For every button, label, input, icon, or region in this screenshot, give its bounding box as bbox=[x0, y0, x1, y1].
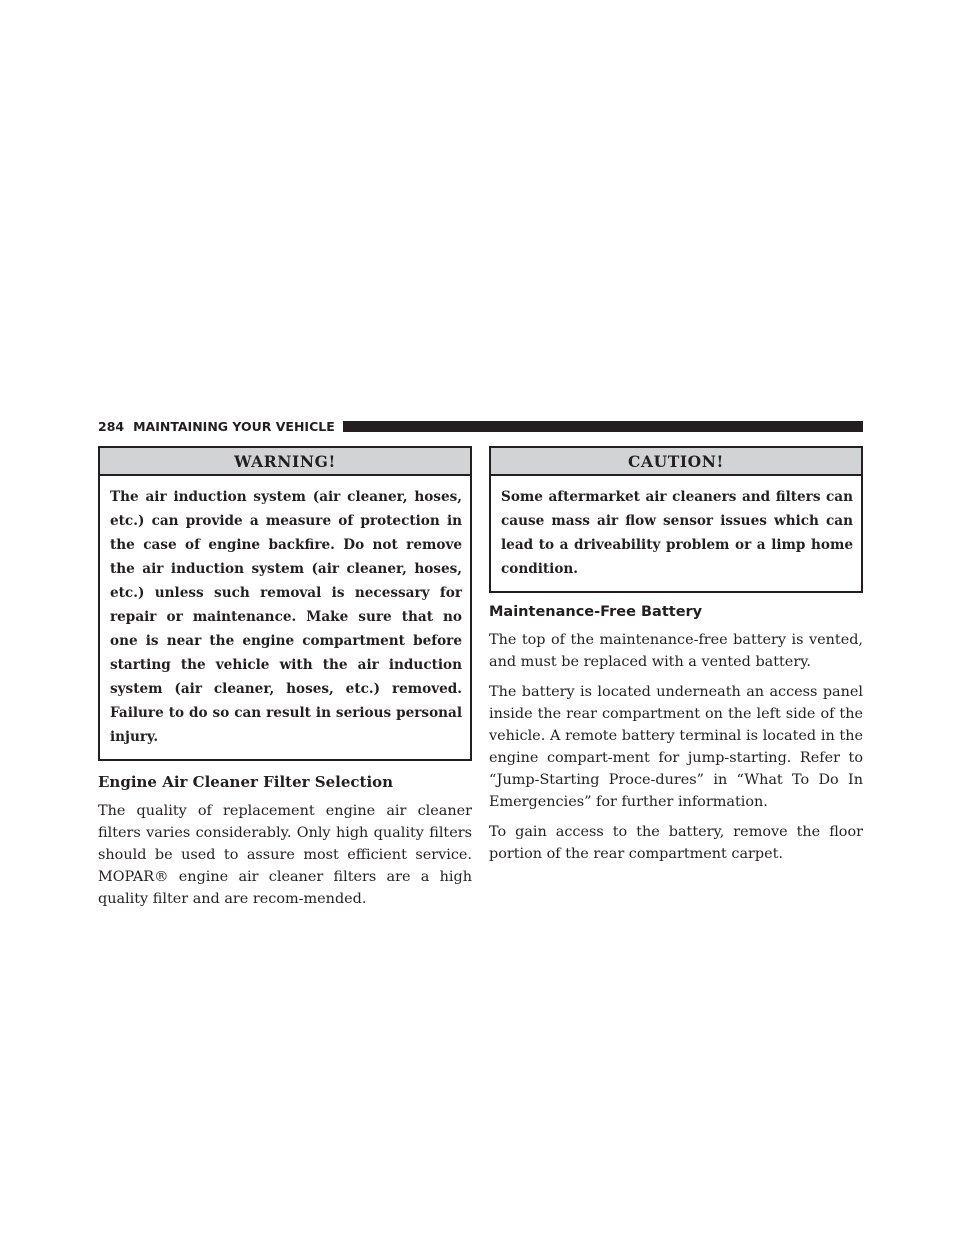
caution-text: Some aftermarket air cleaners and filters can cause mass air flow sensor issues which can lead to a driveability problem or a limp home condition. bbox=[501, 489, 853, 577]
page-number: 284 bbox=[98, 418, 125, 434]
filter-heading: Engine Air Cleaner Filter Selection bbox=[98, 773, 394, 791]
battery-heading: Maintenance-Free Battery bbox=[489, 604, 703, 620]
battery-paragraph-3: To gain access to the battery, remove the floor portion of the rear compartment carpet. bbox=[489, 824, 863, 862]
page-header bbox=[98, 416, 863, 436]
left-column bbox=[98, 446, 472, 918]
battery-paragraph-2: The battery is located underneath an access panel inside the rear compartment on the left side of the vehicle. A remote battery terminal is located in the engine compart-ment for jump-starting. Refer to “Jump-Starting Proce-dures” in “What To Do In Emergencies” for further information. bbox=[489, 684, 863, 810]
right-column bbox=[489, 446, 863, 873]
warning-title: WARNING! bbox=[100, 448, 470, 476]
filter-paragraph: The quality of replacement engine air cleaner filters varies considerably. Only high quality filters should be used to assure most efficient service. MOPAR® engine air cleaner filters are a high quality filter and are recom-mended. bbox=[98, 803, 472, 907]
header-rule bbox=[343, 421, 863, 432]
caution-title: CAUTION! bbox=[491, 448, 861, 476]
section-title: MAINTAINING YOUR VEHICLE bbox=[133, 418, 335, 434]
battery-paragraph-1: The top of the maintenance-free battery is vented, and must be replaced with a vented battery. bbox=[489, 632, 863, 670]
warning-box bbox=[98, 446, 472, 761]
caution-box bbox=[489, 446, 863, 593]
warning-text: The air induction system (air cleaner, hoses, etc.) can provide a measure of protection in the case of engine backfire. Do not remove the air induction system (air cleaner, hoses, etc.) unless such removal is necessary for repair or maintenance. Make sure that no one is near the engine compartment before starting the vehicle with the air induction system (air cleaner, hoses, etc.) removed. Failure to do so can result in serious personal injury. bbox=[110, 489, 462, 745]
